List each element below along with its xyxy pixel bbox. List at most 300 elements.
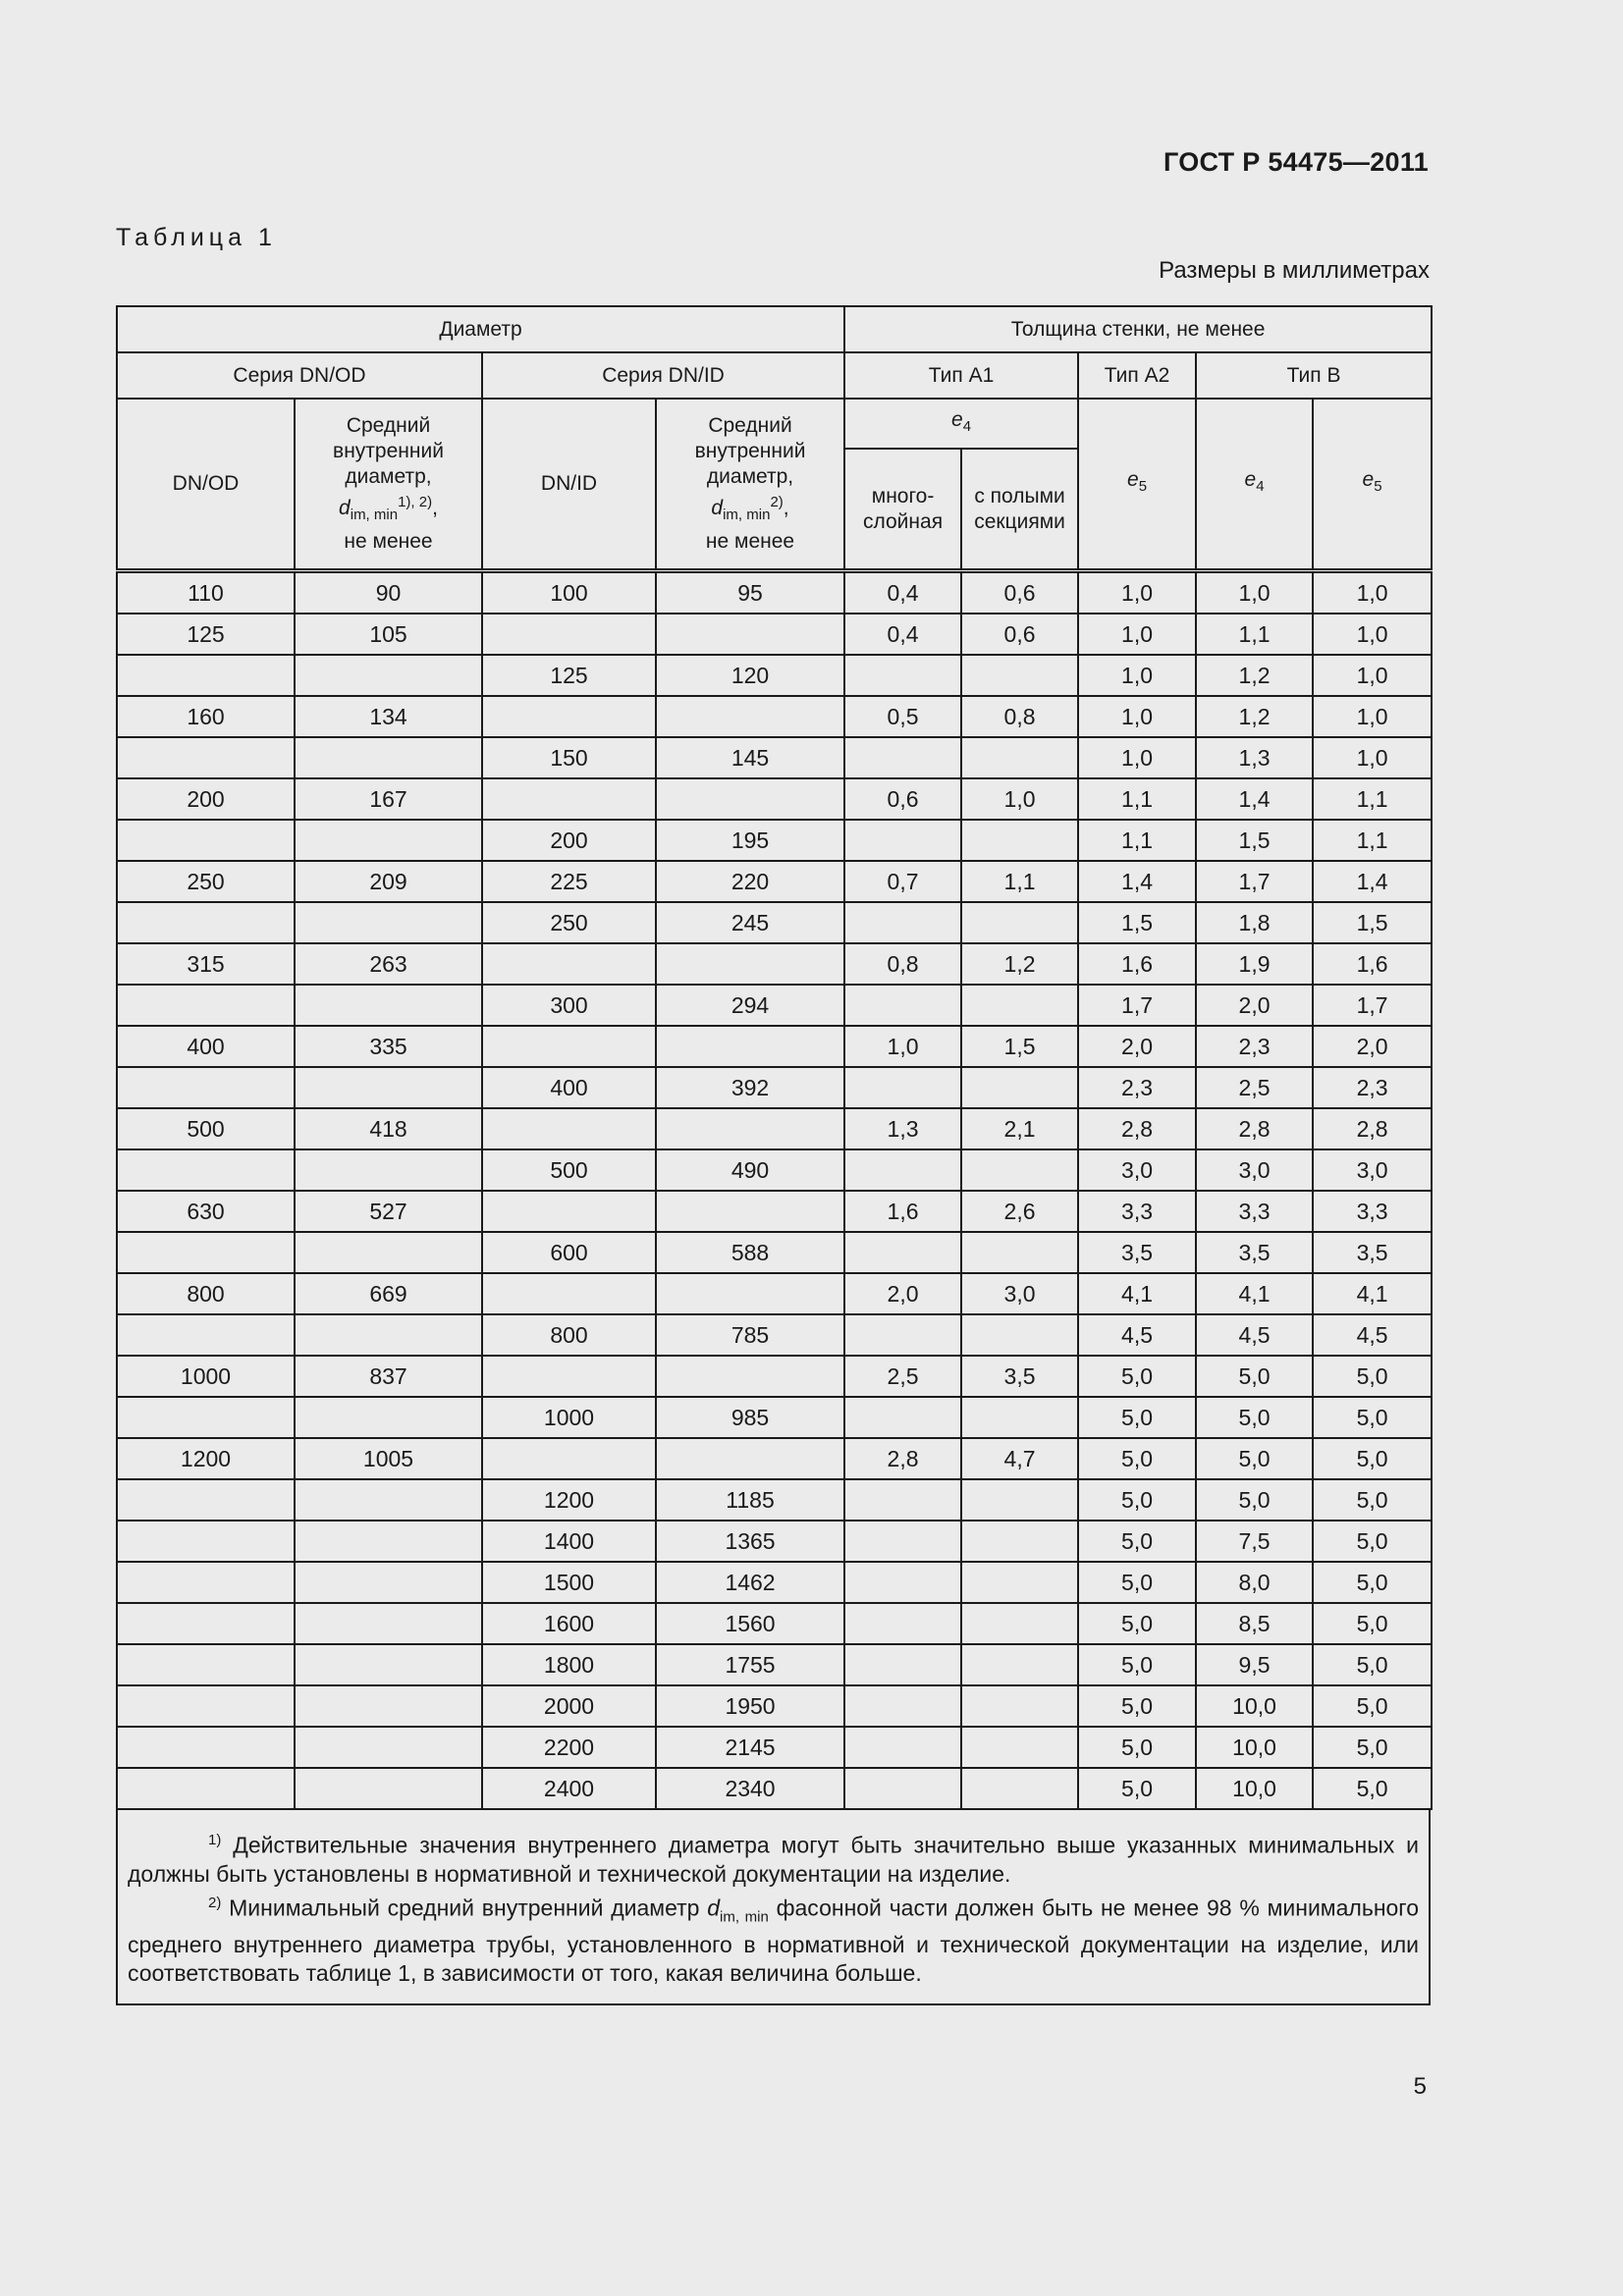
- table-cell: 1,0: [961, 778, 1078, 820]
- table-cell: [656, 1026, 844, 1067]
- header-e4-a1: $e_4$: [844, 399, 1078, 449]
- table-cell: [656, 614, 844, 655]
- table-cell: 5,0: [1313, 1397, 1432, 1438]
- table-cell: 0,5: [844, 696, 961, 737]
- table-body: [117, 571, 1432, 1810]
- table-cell: 3,5: [1313, 1232, 1432, 1273]
- table-cell: [961, 1727, 1078, 1768]
- table-cell: 105: [295, 614, 482, 655]
- table-cell: [117, 1562, 295, 1603]
- table-cell: 2,3: [1078, 1067, 1196, 1108]
- table-row: [117, 737, 1432, 778]
- table-row: [117, 902, 1432, 943]
- table-cell: [961, 902, 1078, 943]
- table-row: [117, 943, 1432, 985]
- table-cell: [844, 1603, 961, 1644]
- table-cell: 5,0: [1078, 1438, 1196, 1479]
- table-cell: 300: [482, 985, 656, 1026]
- table-cell: [844, 1149, 961, 1191]
- table-cell: [117, 737, 295, 778]
- header-avg-diameter-id: Средний внутренний диаметр, $d_{im, min}^{2)}$, не менее: [656, 399, 844, 571]
- table-cell: [656, 778, 844, 820]
- table-cell: 3,0: [961, 1273, 1078, 1314]
- table-cell: 10,0: [1196, 1768, 1313, 1809]
- table-cell: 110: [117, 571, 295, 614]
- table-cell: 2400: [482, 1768, 656, 1809]
- table-cell: 1,1: [1078, 778, 1196, 820]
- table-cell: [117, 1314, 295, 1356]
- header-type-a1: Тип А1: [844, 352, 1078, 399]
- table-cell: 5,0: [1313, 1644, 1432, 1685]
- table-cell: 145: [656, 737, 844, 778]
- table-cell: [295, 1685, 482, 1727]
- table-cell: [844, 737, 961, 778]
- table-cell: 0,8: [961, 696, 1078, 737]
- table-cell: 9,5: [1196, 1644, 1313, 1685]
- table-cell: 3,0: [1078, 1149, 1196, 1191]
- table-cell: 2145: [656, 1727, 844, 1768]
- table-cell: 1,2: [1196, 655, 1313, 696]
- table-cell: [482, 614, 656, 655]
- page-number: 5: [1413, 2073, 1427, 2100]
- table-cell: 1560: [656, 1603, 844, 1644]
- table-row: [117, 1768, 1432, 1809]
- table-cell: [117, 1644, 295, 1685]
- table-label: Таблица 1: [116, 224, 277, 251]
- table-cell: [482, 1108, 656, 1149]
- table-cell: [295, 902, 482, 943]
- table-cell: [117, 985, 295, 1026]
- table-cell: [295, 1727, 482, 1768]
- table-cell: 1,1: [1313, 778, 1432, 820]
- table-cell: 1,0: [1196, 571, 1313, 614]
- table-row: [117, 614, 1432, 655]
- table-cell: 1,3: [844, 1108, 961, 1149]
- table-cell: [961, 1562, 1078, 1603]
- table-cell: 2000: [482, 1685, 656, 1727]
- table-cell: 5,0: [1078, 1521, 1196, 1562]
- table-cell: [117, 1727, 295, 1768]
- table-cell: 160: [117, 696, 295, 737]
- table-cell: 335: [295, 1026, 482, 1067]
- table-cell: 294: [656, 985, 844, 1026]
- table-cell: 5,0: [1313, 1356, 1432, 1397]
- table-cell: 0,6: [844, 778, 961, 820]
- table-cell: [295, 1314, 482, 1356]
- table-row: [117, 820, 1432, 861]
- table-cell: 1200: [482, 1479, 656, 1521]
- table-cell: [844, 1479, 961, 1521]
- table-cell: 10,0: [1196, 1685, 1313, 1727]
- table-row: [117, 985, 1432, 1026]
- table-cell: 500: [482, 1149, 656, 1191]
- table-cell: 785: [656, 1314, 844, 1356]
- table-cell: [961, 1479, 1078, 1521]
- table-cell: 3,0: [1196, 1149, 1313, 1191]
- table-cell: 1,0: [1313, 696, 1432, 737]
- table-cell: 600: [482, 1232, 656, 1273]
- table-cell: 1,0: [1313, 655, 1432, 696]
- table-row: [117, 1232, 1432, 1273]
- table-cell: [844, 1232, 961, 1273]
- table-cell: 5,0: [1313, 1685, 1432, 1727]
- table-header: [117, 306, 1432, 571]
- table-cell: [656, 1273, 844, 1314]
- table-cell: [295, 1521, 482, 1562]
- table-cell: 400: [117, 1026, 295, 1067]
- table-cell: [295, 820, 482, 861]
- table-cell: 1,0: [844, 1026, 961, 1067]
- table-cell: [844, 1768, 961, 1809]
- table-cell: 120: [656, 655, 844, 696]
- table-cell: 527: [295, 1191, 482, 1232]
- dimensions-table-container: [116, 305, 1431, 2005]
- header-type-b: Тип В: [1196, 352, 1432, 399]
- table-cell: 1,5: [961, 1026, 1078, 1067]
- table-row: [117, 571, 1432, 614]
- table-cell: [844, 820, 961, 861]
- header-wall-thickness: Толщина стенки, не менее: [844, 306, 1432, 352]
- table-cell: 2,8: [1313, 1108, 1432, 1149]
- header-type-a2: Тип А2: [1078, 352, 1196, 399]
- table-cell: 1,1: [961, 861, 1078, 902]
- table-cell: [295, 655, 482, 696]
- table-cell: 1,6: [1078, 943, 1196, 985]
- table-cell: [117, 1521, 295, 1562]
- table-cell: 200: [482, 820, 656, 861]
- table-cell: 2,0: [1078, 1026, 1196, 1067]
- header-dnid: DN/ID: [482, 399, 656, 571]
- table-row: [117, 861, 1432, 902]
- table-cell: 125: [482, 655, 656, 696]
- table-cell: 5,0: [1078, 1603, 1196, 1644]
- table-row: [117, 1397, 1432, 1438]
- table-cell: 5,0: [1196, 1438, 1313, 1479]
- table-cell: [961, 1521, 1078, 1562]
- table-cell: [844, 1397, 961, 1438]
- table-cell: [961, 1644, 1078, 1685]
- table-cell: [117, 655, 295, 696]
- table-cell: 195: [656, 820, 844, 861]
- table-cell: 7,5: [1196, 1521, 1313, 1562]
- header-series-dnod: Серия DN/OD: [117, 352, 482, 399]
- table-cell: 5,0: [1313, 1562, 1432, 1603]
- table-cell: [482, 1026, 656, 1067]
- table-cell: 3,3: [1196, 1191, 1313, 1232]
- table-cell: [844, 1644, 961, 1685]
- table-cell: [117, 1603, 295, 1644]
- table-cell: 400: [482, 1067, 656, 1108]
- table-cell: 500: [117, 1108, 295, 1149]
- table-cell: [656, 1108, 844, 1149]
- table-cell: [844, 1685, 961, 1727]
- table-cell: 250: [482, 902, 656, 943]
- table-cell: 669: [295, 1273, 482, 1314]
- table-cell: [117, 1768, 295, 1809]
- table-cell: 985: [656, 1397, 844, 1438]
- table-cell: 2,8: [1078, 1108, 1196, 1149]
- table-cell: [482, 1191, 656, 1232]
- table-cell: [117, 1479, 295, 1521]
- table-cell: 5,0: [1313, 1727, 1432, 1768]
- table-cell: 1365: [656, 1521, 844, 1562]
- table-cell: [482, 1438, 656, 1479]
- table-cell: 0,8: [844, 943, 961, 985]
- table-cell: 800: [482, 1314, 656, 1356]
- table-cell: 1,6: [844, 1191, 961, 1232]
- header-e5-b: $e_5$: [1313, 399, 1432, 571]
- table-cell: 5,0: [1313, 1768, 1432, 1809]
- table-row: [117, 1191, 1432, 1232]
- table-cell: 5,0: [1196, 1356, 1313, 1397]
- table-cell: 5,0: [1313, 1479, 1432, 1521]
- table-cell: 1,0: [1078, 571, 1196, 614]
- table-cell: 588: [656, 1232, 844, 1273]
- table-row: [117, 1067, 1432, 1108]
- header-series-dnid: Серия DN/ID: [482, 352, 844, 399]
- table-cell: [961, 985, 1078, 1026]
- table-cell: [295, 1397, 482, 1438]
- table-cell: 1,7: [1313, 985, 1432, 1026]
- table-cell: [961, 1314, 1078, 1356]
- table-cell: 5,0: [1078, 1727, 1196, 1768]
- table-cell: 2,8: [1196, 1108, 1313, 1149]
- table-cell: 1,2: [1196, 696, 1313, 737]
- table-cell: 392: [656, 1067, 844, 1108]
- table-cell: [295, 1067, 482, 1108]
- table-cell: 1,1: [1196, 614, 1313, 655]
- table-cell: 3,3: [1313, 1191, 1432, 1232]
- table-cell: 5,0: [1078, 1644, 1196, 1685]
- table-cell: 1,5: [1313, 902, 1432, 943]
- table-cell: [961, 820, 1078, 861]
- header-multilayer: много- слойная: [844, 449, 961, 571]
- table-cell: 800: [117, 1273, 295, 1314]
- table-cell: [482, 1273, 656, 1314]
- table-cell: [656, 1191, 844, 1232]
- table-cell: 1,0: [1078, 737, 1196, 778]
- table-cell: [844, 1067, 961, 1108]
- table-cell: [117, 1232, 295, 1273]
- document-code: ГОСТ Р 54475—2011: [1163, 147, 1429, 177]
- table-cell: [844, 902, 961, 943]
- table-row: [117, 1727, 1432, 1768]
- header-hollow-sections: с полыми секциями: [961, 449, 1078, 571]
- table-cell: [482, 696, 656, 737]
- table-cell: 2,0: [844, 1273, 961, 1314]
- table-cell: 2,3: [1196, 1026, 1313, 1067]
- table-cell: 1200: [117, 1438, 295, 1479]
- table-cell: 1,3: [1196, 737, 1313, 778]
- table-cell: 2,8: [844, 1438, 961, 1479]
- table-cell: 1,5: [1078, 902, 1196, 943]
- table-cell: [844, 1727, 961, 1768]
- table-cell: [482, 778, 656, 820]
- table-cell: 1950: [656, 1685, 844, 1727]
- table-cell: 1,0: [1313, 614, 1432, 655]
- table-cell: 1400: [482, 1521, 656, 1562]
- table-cell: 1,6: [1313, 943, 1432, 985]
- table-cell: 1800: [482, 1644, 656, 1685]
- table-row: [117, 1026, 1432, 1067]
- table-cell: 1,0: [1078, 614, 1196, 655]
- table-cell: 5,0: [1313, 1438, 1432, 1479]
- table-cell: 4,1: [1078, 1273, 1196, 1314]
- table-cell: 3,5: [1078, 1232, 1196, 1273]
- header-avg-diameter-od: Средний внутренний диаметр, $d_{im, min}^{1), 2)}$, не менее: [295, 399, 482, 571]
- table-cell: 0,6: [961, 614, 1078, 655]
- table-cell: 250: [117, 861, 295, 902]
- table-cell: 3,3: [1078, 1191, 1196, 1232]
- table-cell: 263: [295, 943, 482, 985]
- table-row: [117, 655, 1432, 696]
- table-cell: [961, 1685, 1078, 1727]
- table-cell: [295, 985, 482, 1026]
- table-cell: 1,1: [1313, 820, 1432, 861]
- table-cell: 1,1: [1078, 820, 1196, 861]
- table-row: [117, 696, 1432, 737]
- table-cell: 1000: [482, 1397, 656, 1438]
- table-cell: 2,5: [844, 1356, 961, 1397]
- table-cell: 1,0: [1078, 655, 1196, 696]
- table-cell: 5,0: [1078, 1397, 1196, 1438]
- table-row: [117, 1356, 1432, 1397]
- table-row: [117, 1314, 1432, 1356]
- table-cell: [295, 1232, 482, 1273]
- table-cell: 1755: [656, 1644, 844, 1685]
- footnote-2: $^{2)}$ Минимальный средний внутренний диаметр $d_{im, min}$ фасонной части должен быть не менее 98 % минимального среднего внутреннего диаметра трубы, установленного в нормативной и технической документации на изделие, или соответствовать таблице 1, в зависимости от того, какая величина больше.: [128, 1894, 1419, 1986]
- table-cell: [117, 1397, 295, 1438]
- table-cell: 1005: [295, 1438, 482, 1479]
- table-cell: [656, 1438, 844, 1479]
- table-cell: 3,5: [1196, 1232, 1313, 1273]
- table-cell: 1,7: [1078, 985, 1196, 1026]
- dimensions-table: [116, 305, 1433, 1810]
- table-cell: 1,4: [1313, 861, 1432, 902]
- table-cell: [117, 820, 295, 861]
- table-cell: 0,4: [844, 571, 961, 614]
- table-cell: [961, 1149, 1078, 1191]
- table-cell: 1600: [482, 1603, 656, 1644]
- table-cell: 418: [295, 1108, 482, 1149]
- table-row: [117, 1644, 1432, 1685]
- table-cell: 5,0: [1078, 1685, 1196, 1727]
- table-cell: 1,0: [1078, 696, 1196, 737]
- table-cell: [482, 943, 656, 985]
- table-cell: 1,9: [1196, 943, 1313, 985]
- table-cell: 4,1: [1313, 1273, 1432, 1314]
- table-row: [117, 778, 1432, 820]
- table-cell: 630: [117, 1191, 295, 1232]
- table-cell: 4,7: [961, 1438, 1078, 1479]
- table-row: [117, 1603, 1432, 1644]
- table-footnotes: [116, 1810, 1431, 2005]
- table-cell: [295, 1479, 482, 1521]
- table-cell: [844, 1562, 961, 1603]
- table-cell: 1,2: [961, 943, 1078, 985]
- table-cell: [295, 1562, 482, 1603]
- table-cell: 245: [656, 902, 844, 943]
- table-cell: [295, 1644, 482, 1685]
- header-e5-a2: $e_5$: [1078, 399, 1196, 571]
- table-cell: [117, 1149, 295, 1191]
- table-cell: [961, 1067, 1078, 1108]
- table-cell: 5,0: [1196, 1397, 1313, 1438]
- table-cell: 225: [482, 861, 656, 902]
- table-row: [117, 1149, 1432, 1191]
- table-cell: 490: [656, 1149, 844, 1191]
- table-cell: [117, 902, 295, 943]
- table-cell: 1,0: [1313, 571, 1432, 614]
- table-cell: 1500: [482, 1562, 656, 1603]
- table-cell: 150: [482, 737, 656, 778]
- table-cell: 8,5: [1196, 1603, 1313, 1644]
- table-cell: 100: [482, 571, 656, 614]
- header-e4-b: $e_4$: [1196, 399, 1313, 571]
- table-cell: 4,1: [1196, 1273, 1313, 1314]
- table-cell: 5,0: [1313, 1603, 1432, 1644]
- table-cell: [961, 737, 1078, 778]
- table-cell: 1185: [656, 1479, 844, 1521]
- table-cell: 1462: [656, 1562, 844, 1603]
- table-cell: [656, 943, 844, 985]
- table-cell: [844, 655, 961, 696]
- table-cell: 2,1: [961, 1108, 1078, 1149]
- table-cell: 134: [295, 696, 482, 737]
- table-cell: [482, 1356, 656, 1397]
- table-cell: 5,0: [1196, 1479, 1313, 1521]
- table-cell: [117, 1685, 295, 1727]
- table-cell: [961, 655, 1078, 696]
- table-row: [117, 1273, 1432, 1314]
- table-cell: [295, 737, 482, 778]
- table-cell: 10,0: [1196, 1727, 1313, 1768]
- table-cell: [295, 1149, 482, 1191]
- table-cell: 2340: [656, 1768, 844, 1809]
- table-row: [117, 1562, 1432, 1603]
- table-cell: 0,4: [844, 614, 961, 655]
- table-cell: 2,3: [1313, 1067, 1432, 1108]
- header-dnod: DN/OD: [117, 399, 295, 571]
- table-cell: [117, 1067, 295, 1108]
- table-cell: 209: [295, 861, 482, 902]
- table-cell: 220: [656, 861, 844, 902]
- table-cell: [961, 1768, 1078, 1809]
- table-cell: 8,0: [1196, 1562, 1313, 1603]
- table-cell: [295, 1768, 482, 1809]
- table-cell: 2,5: [1196, 1067, 1313, 1108]
- table-cell: 1,7: [1196, 861, 1313, 902]
- table-cell: 2,6: [961, 1191, 1078, 1232]
- table-cell: 5,0: [1313, 1521, 1432, 1562]
- table-row: [117, 1685, 1432, 1727]
- table-cell: 3,0: [1313, 1149, 1432, 1191]
- table-cell: 2200: [482, 1727, 656, 1768]
- table-cell: 5,0: [1078, 1479, 1196, 1521]
- table-cell: [656, 1356, 844, 1397]
- table-cell: 200: [117, 778, 295, 820]
- table-cell: [844, 1314, 961, 1356]
- table-cell: 3,5: [961, 1356, 1078, 1397]
- table-cell: 4,5: [1313, 1314, 1432, 1356]
- table-row: [117, 1521, 1432, 1562]
- table-cell: 95: [656, 571, 844, 614]
- footnote-1: $^{1)}$ Действительные значения внутреннего диаметра могут быть значительно выше указанных минимальных и должны быть установлены в нормативной и технической документации на изделие.: [128, 1832, 1419, 1887]
- table-row: [117, 1479, 1432, 1521]
- table-cell: [844, 1521, 961, 1562]
- table-cell: 1,4: [1078, 861, 1196, 902]
- table-cell: 5,0: [1078, 1356, 1196, 1397]
